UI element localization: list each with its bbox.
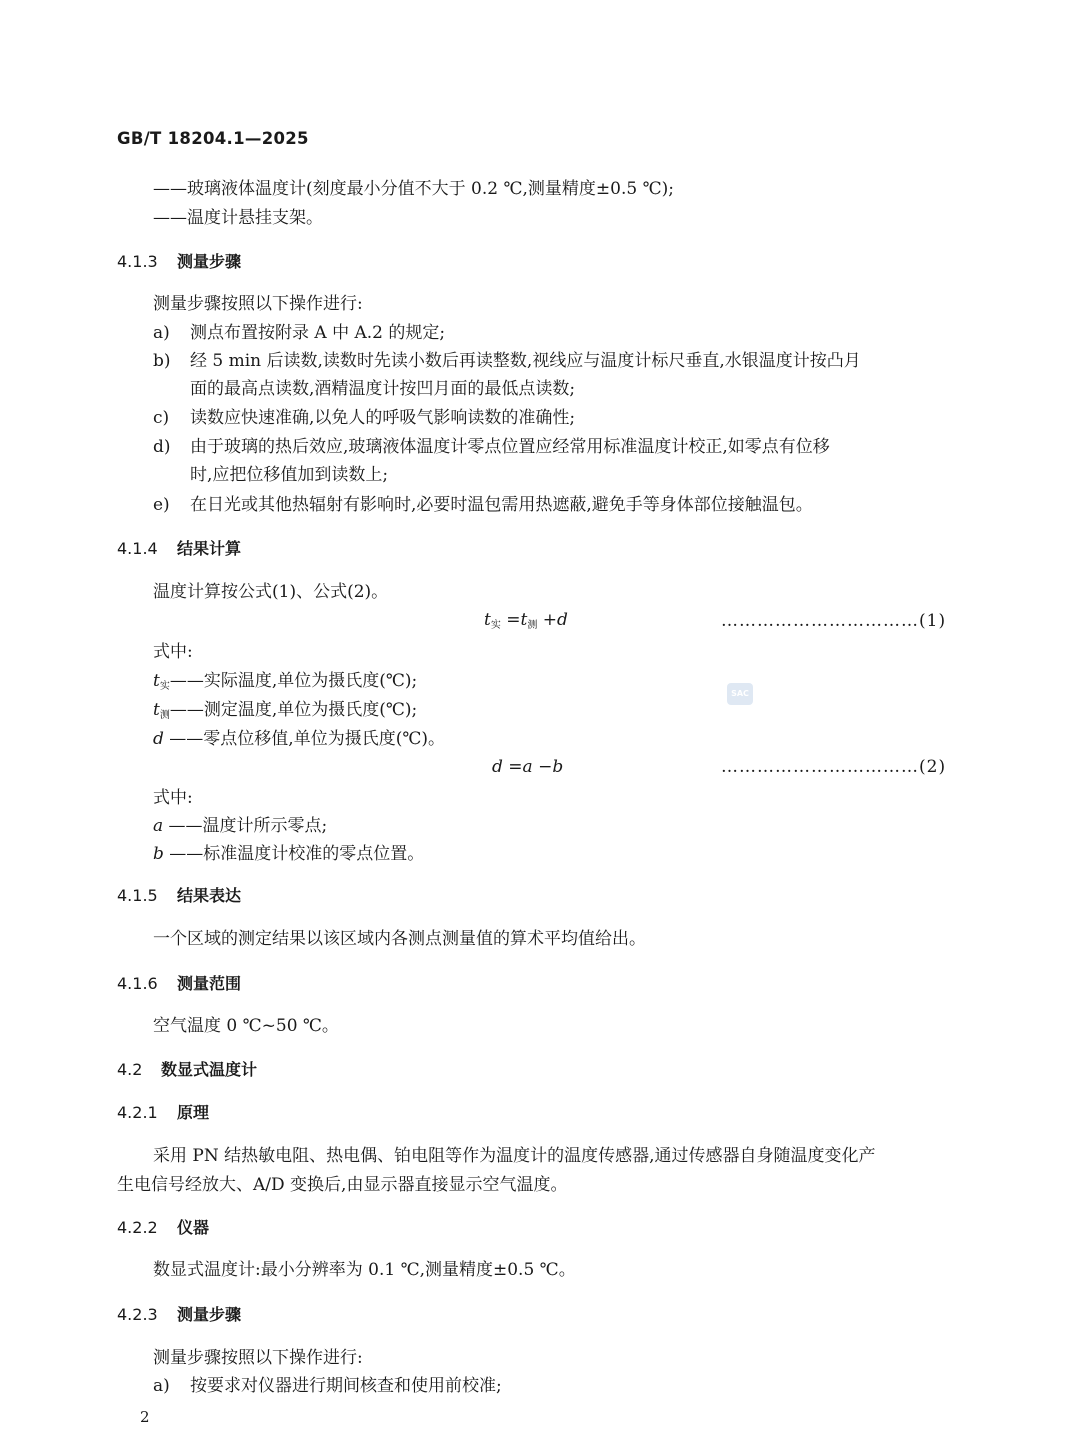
section-heading-4-2-1: 4.2.1 原理 <box>117 1103 210 1122</box>
where-label: 式中: <box>153 788 193 808</box>
variable-definition: $t_实——$实际温度,单位为摄氏度(℃); <box>153 671 418 692</box>
list-label: a) <box>153 323 170 343</box>
section-heading-4-1-3: 4.1.3 测量步骤 <box>117 252 242 271</box>
paragraph: 测量步骤按照以下操作进行: <box>153 294 363 314</box>
section-heading-4-2-2: 4.2.2 仪器 <box>117 1218 210 1237</box>
sac-watermark-logo: SAC <box>727 683 753 705</box>
instrument-item: ——玻璃液体温度计(刻度最小分值不大于 0.2 ℃,测量精度±0.5 ℃); <box>153 179 674 199</box>
formula-number: ……………………………(1) <box>721 611 947 631</box>
formula-number: ……………………………(2) <box>721 757 947 777</box>
section-heading-4-1-4: 4.1.4 结果计算 <box>117 539 242 558</box>
list-item: 读数应快速准确,以免人的呼吸气影响读数的准确性; <box>190 408 576 428</box>
paragraph: 一个区域的测定结果以该区域内各测点测量值的算术平均值给出。 <box>153 929 646 949</box>
list-label: a) <box>153 1376 170 1396</box>
section-heading-4-1-5: 4.1.5 结果表达 <box>117 886 242 905</box>
paragraph: 采用 PN 结热敏电阻、热电偶、铂电阻等作为温度计的温度传感器,通过传感器自身随温度变化产 <box>153 1146 876 1166</box>
where-label: 式中: <box>153 642 193 662</box>
list-item: 由于玻璃的热后效应,玻璃液体温度计零点位置应经常用标准温度计校正,如零点有位移 <box>190 437 830 457</box>
paragraph-continued: 生电信号经放大、A/D 变换后,由显示器直接显示空气温度。 <box>117 1175 568 1195</box>
variable-definition: $t_测——$测定温度,单位为摄氏度(℃); <box>153 700 418 721</box>
page-number: 2 <box>140 1408 150 1426</box>
paragraph: 空气温度 0 ℃~50 ℃。 <box>153 1016 339 1036</box>
list-label: d) <box>153 437 171 457</box>
variable-definition: b ——标准温度计校准的零点位置。 <box>153 844 425 864</box>
list-item: 在日光或其他热辐射有影响时,必要时温包需用热遮蔽,避免手等身体部位接触温包。 <box>190 495 813 515</box>
list-label: c) <box>153 408 170 428</box>
section-heading-4-2-3: 4.2.3 测量步骤 <box>117 1305 242 1324</box>
variable-definition: a ——温度计所示零点; <box>153 816 328 836</box>
list-item: 测点布置按附录 A 中 A.2 的规定; <box>190 323 446 343</box>
variable-definition: d ——零点位移值,单位为摄氏度(℃)。 <box>153 729 445 749</box>
formula-1: $t_实 =t_测 +d$ <box>484 610 568 631</box>
list-label: e) <box>153 495 170 515</box>
paragraph: 温度计算按公式(1)、公式(2)。 <box>153 582 389 602</box>
paragraph: 测量步骤按照以下操作进行: <box>153 1348 363 1368</box>
list-item-continued: 时,应把位移值加到读数上; <box>190 465 389 485</box>
list-label: b) <box>153 351 171 371</box>
paragraph: 数显式温度计:最小分辨率为 0.1 ℃,测量精度±0.5 ℃。 <box>153 1260 576 1280</box>
instrument-item: ——温度计悬挂支架。 <box>153 208 323 228</box>
standard-number-header: GB/T 18204.1—2025 <box>117 129 309 148</box>
section-heading-4-2: 4.2 数显式温度计 <box>117 1060 258 1079</box>
list-item: 按要求对仪器进行期间核查和使用前校准; <box>190 1376 502 1396</box>
section-heading-4-1-6: 4.1.6 测量范围 <box>117 974 242 993</box>
list-item: 经 5 min 后读数,读数时先读小数后再读整数,视线应与温度计标尺垂直,水银温度计按凸月 <box>190 351 861 371</box>
formula-2: d =a −b <box>492 757 564 777</box>
list-item-continued: 面的最高点读数,酒精温度计按凹月面的最低点读数; <box>190 379 576 399</box>
